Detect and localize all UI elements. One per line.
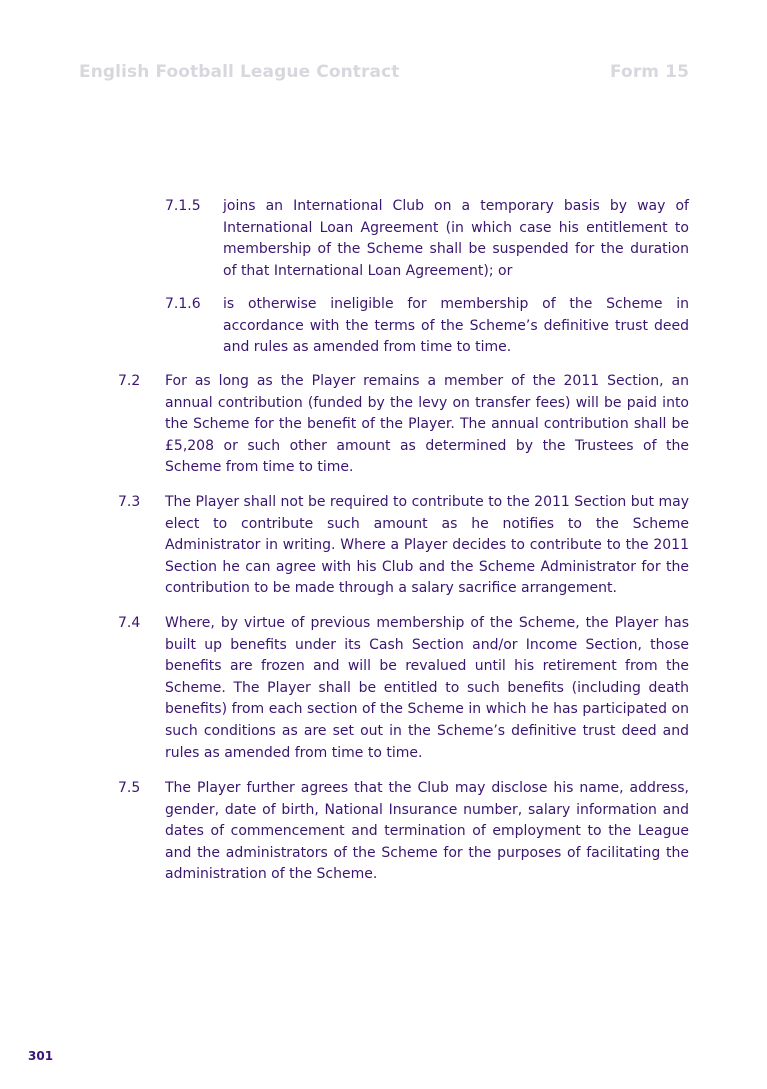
clause-text: The Player shall not be required to contribute to the 2011 Section but may elect to contribute such amount as he notifies to the Scheme Administrator in writing. Where a Player decides to contribute to the 2011 Section he can agree with his Club and the Scheme Administrator for the contribution to be made through a salary sacrifice arrangement.	[165, 494, 689, 597]
clause-text: is otherwise ineligible for membership of the Scheme in accordance with the terms of the Scheme’s definitive trust deed and rules as amended from time to time.	[223, 296, 689, 356]
clause-number: 7.3	[118, 494, 141, 510]
clause-7-2	[118, 371, 689, 479]
clause-7-5	[118, 778, 689, 886]
clause-7-4	[118, 613, 689, 764]
clause-number: 7.1.5	[165, 198, 201, 214]
clause-number: 7.5	[118, 780, 141, 796]
clause-7-1-6	[165, 294, 689, 359]
clause-text: For as long as the Player remains a member of the 2011 Section, an annual contribution (funded by the levy on transfer fees) will be paid into the Scheme for the benefit of the Player. The annual contribution shall be £5,208 or such other amount as determined by the Trustees of the Scheme from time to time.	[165, 373, 689, 476]
page-number: 301	[28, 1049, 54, 1063]
document-title: English Football League Contract	[79, 62, 400, 82]
clause-text: Where, by virtue of previous membership of the Scheme, the Player has built up benefits under its Cash Section and/or Income Section, those benefits are frozen and will be revalued until his retirement from the Scheme. The Player shall be entitled to such benefits (including death benefits) from each section of the Scheme in which he has participated on such conditions as are set out in the Scheme’s definitive trust deed and rules as amended from time to time.	[165, 615, 689, 761]
clause-text: The Player further agrees that the Club may disclose his name, address, gender, date of birth, National Insurance number, salary information and dates of commencement and termination of employment to the League and the administrators of the Scheme for the purposes of facilitating the administration of the Scheme.	[165, 780, 689, 883]
clause-number: 7.2	[118, 373, 141, 389]
clause-number: 7.1.6	[165, 296, 201, 312]
clause-7-3	[118, 492, 689, 600]
clause-number: 7.4	[118, 615, 141, 631]
clause-7-1-5	[165, 196, 689, 282]
clause-text: joins an International Club on a temporary basis by way of International Loan Agreement (in which case his entitlement to membership of the Scheme shall be suspended for the duration of that International Loan Agreement); or	[223, 198, 689, 279]
form-label: Form 15	[610, 62, 689, 82]
